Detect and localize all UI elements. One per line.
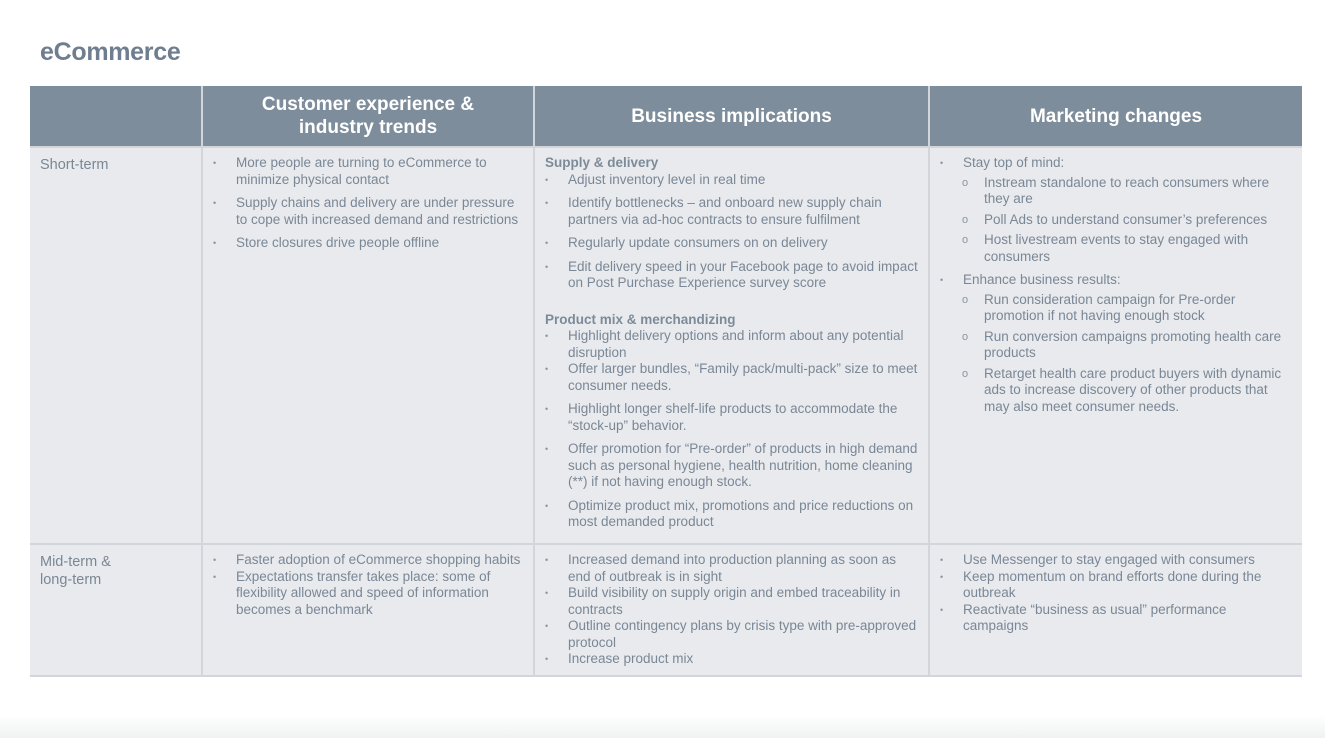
sub-list-item: o Host livestream events to stay engaged with consumers (940, 232, 1292, 265)
list-item: • Store closures drive people offline (213, 235, 523, 252)
list-item: • Build visibility on supply origin and embed traceability in contracts (545, 585, 918, 618)
header-marketing-changes: Marketing changes (930, 86, 1302, 146)
short-term-marketing-cell (930, 148, 1302, 543)
list-item: • Edit delivery speed in your Facebook page to avoid impact on Post Purchase Experience survey score (545, 259, 918, 292)
footer-bar (0, 715, 1325, 738)
list-item: • Reactivate “business as usual” performance campaigns (940, 602, 1292, 635)
list-item: • Increased demand into production planning as soon as end of outbreak is in sight (545, 552, 918, 585)
mid-term-trends-cell (203, 545, 533, 675)
short-term-business-cell (535, 148, 928, 543)
mid-term-marketing-cell (930, 545, 1302, 675)
header-empty (30, 86, 201, 146)
list-item: • Expectations transfer takes place: some of flexibility allowed and speed of information becomes a benchmark (213, 569, 523, 619)
row-label-short-term: Short-term (30, 148, 201, 543)
group-label-enhance-business-results: • Enhance business results: (940, 272, 1292, 289)
mid-term-business-cell (535, 545, 928, 675)
list-item: • Increase product mix (545, 651, 918, 668)
list-item: • Faster adoption of eCommerce shopping habits (213, 552, 523, 569)
ecommerce-table (30, 86, 1302, 677)
list-item: • Outline contingency plans by crisis type with pre-approved protocol (545, 618, 918, 651)
sub-list-item: o Poll Ads to understand consumer’s preferences (940, 212, 1292, 229)
list-item: • Supply chains and delivery are under pressure to cope with increased demand and restrictions (213, 195, 523, 228)
list-item: • More people are turning to eCommerce to minimize physical contact (213, 155, 523, 188)
header-customer-experience: Customer experience & industry trends (203, 86, 533, 146)
section-heading-product-mix: Product mix & merchandizing (545, 311, 736, 327)
header-business-implications: Business implications (535, 86, 928, 146)
list-item: • Regularly update consumers on on delivery (545, 235, 918, 252)
row-label-text: Mid-term & long-term (40, 554, 111, 588)
list-item: • Optimize product mix, promotions and price reductions on most demanded product (545, 498, 918, 531)
sub-list-item: o Retarget health care product buyers with dynamic ads to increase discovery of other products that may also meet consumer needs. (940, 366, 1292, 416)
row-label-mid-long-term (30, 545, 201, 675)
list-item: • Keep momentum on brand efforts done during the outbreak (940, 569, 1292, 602)
sub-list-item: o Instream standalone to reach consumers where they are (940, 175, 1292, 208)
list-item: • Use Messenger to stay engaged with consumers (940, 552, 1292, 569)
page-title: eCommerce (40, 38, 181, 66)
short-term-trends-cell (203, 148, 533, 543)
group-label-stay-top-of-mind: • Stay top of mind: (940, 155, 1292, 172)
list-item: • Adjust inventory level in real time (545, 172, 918, 189)
list-item: • Highlight delivery options and inform about any potential disruption (545, 328, 918, 361)
sub-list-item: o Run conversion campaigns promoting health care products (940, 329, 1292, 362)
sub-list-item: o Run consideration campaign for Pre-order promotion if not having enough stock (940, 292, 1292, 325)
list-item: • Identify bottlenecks – and onboard new supply chain partners via ad-hoc contracts to ensure fulfilment (545, 195, 918, 228)
list-item: • Offer larger bundles, “Family pack/multi-pack” size to meet consumer needs. (545, 361, 918, 394)
section-heading-supply-delivery: Supply & delivery (545, 155, 659, 170)
list-item: • Offer promotion for “Pre-order” of products in high demand such as personal hygiene, health nutrition, home cleaning (**) if not having enough stock. (545, 441, 918, 491)
list-item: • Highlight longer shelf-life products to accommodate the “stock-up” behavior. (545, 401, 918, 434)
